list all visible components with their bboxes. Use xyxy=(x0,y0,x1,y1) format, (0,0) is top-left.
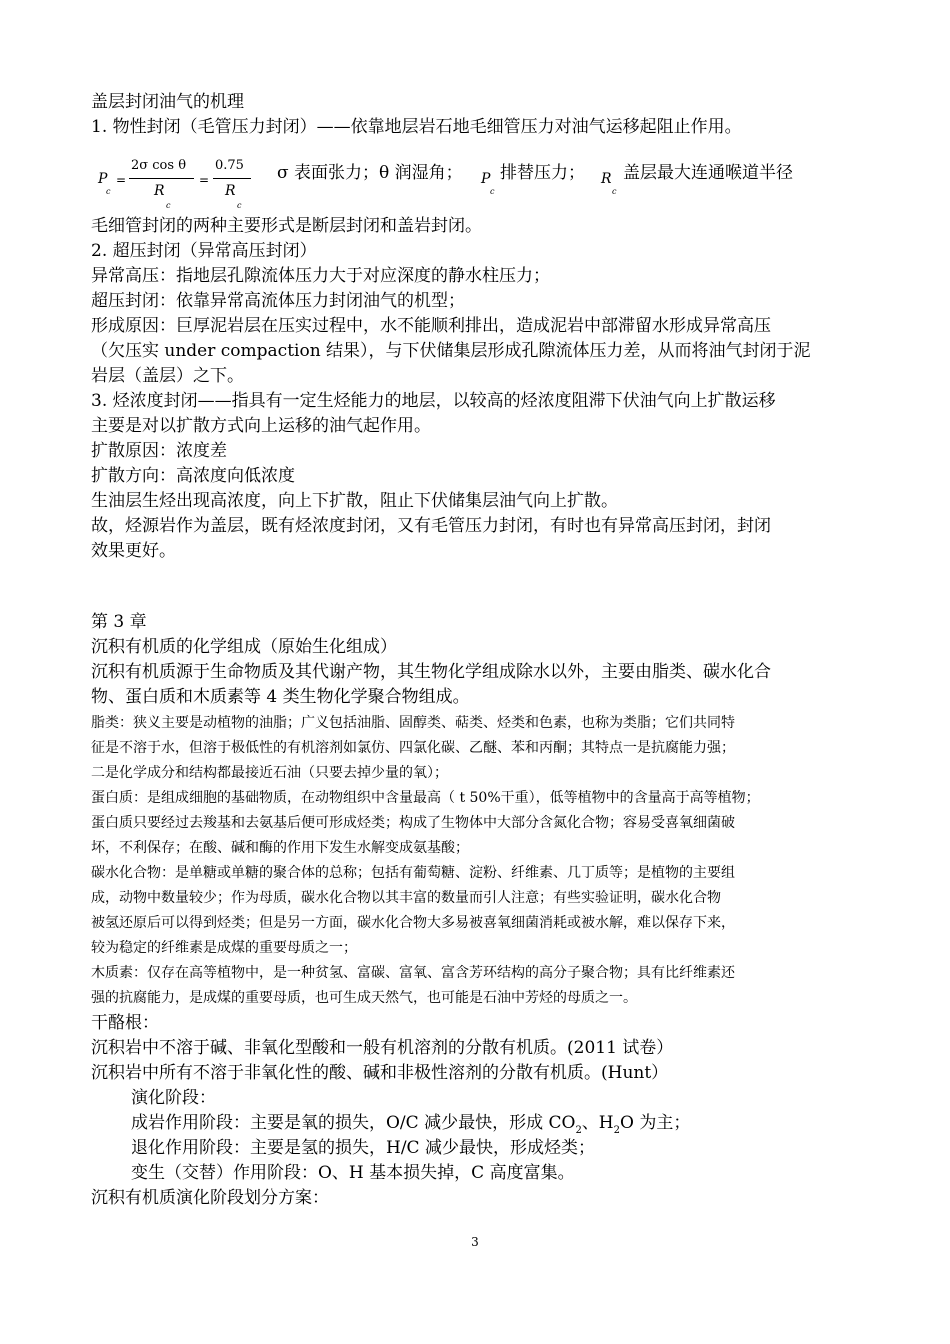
page-number: 3 xyxy=(471,1235,479,1249)
small-text-line: 强的抗腐能力，是成煤的重要母质，也可生成天然气，也可能是石油中芳烃的母质之一。 xyxy=(91,990,637,1006)
formula-sigma-theta-text: σ 表面张力；θ 润湿角； xyxy=(277,163,463,183)
small-text-line: 被氢还原后可以得到烃类；但是另一方面，碳水化合物大多易被喜氧细菌消耗或被水解，难以保存下来， xyxy=(91,915,735,931)
text-line: 变生（交替）作用阶段：O、H 基本损失掉，C 高度富集。 xyxy=(131,1163,575,1183)
text-line: 主要是对以扩散方式向上运移的油气起作用。 xyxy=(91,416,431,436)
formula-sub-c: c xyxy=(166,201,171,210)
text-line: 异常高压：指地层孔隙流体压力大于对应深度的静水柱压力； xyxy=(91,266,550,286)
formula-numerator-1: 2σ cos θ xyxy=(131,158,187,173)
small-text-line: 木质素：仅存在高等植物中，是一种贫氢、富碳、富氧、富含芳环结构的高分子聚合物；具有比纤维素还 xyxy=(91,965,735,981)
text-line: （欠压实 under compaction 结果），与下伏储集层形成孔隙流体压力差，从而将油气封闭于泥 xyxy=(91,341,811,361)
formula-denominator-1: R xyxy=(154,183,165,199)
small-text-line: 成，动物中数量较少；作为母质，碳水化合物以其丰富的数量而引人注意；有些实验证明，碳水化合物 xyxy=(91,890,721,906)
formula-sub-c: c xyxy=(106,187,111,196)
text-line: 1. 物性封闭（毛管压力封闭）——依靠地层岩石地毛细管压力对油气运移起阻止作用。 xyxy=(91,117,742,137)
small-text-line: 较为稳定的纤维素是成煤的重要母质之一； xyxy=(91,940,357,956)
formula-sub-c: c xyxy=(237,201,242,210)
text-line: 故，烃源岩作为盖层，既有烃浓度封闭，又有毛管压力封闭，有时也有异常高压封闭，封闭 xyxy=(91,516,771,536)
text-line: 沉积有机质源于生命物质及其代谢产物，其生物化学组成除水以外，主要由脂类、碳水化合 xyxy=(91,662,771,682)
small-text-line: 脂类：狭义主要是动植物的油脂；广义包括油脂、固醇类、萜类、烃类和色素，也称为类脂；它们共同特 xyxy=(91,715,735,731)
text-line: 物、蛋白质和木质素等 4 类生物化学聚合物组成。 xyxy=(91,687,470,707)
formula-denominator-2: R xyxy=(225,183,236,199)
subscript: 2 xyxy=(575,1125,582,1136)
section-heading: 盖层封闭油气的机理 xyxy=(91,92,244,112)
text-line: 退化作用阶段：主要是氢的损失，H/C 减少最快，形成烃类； xyxy=(131,1138,595,1158)
small-text-line: 碳水化合物：是单糖或单糖的聚合体的总称；包括有葡萄糖、淀粉、纤维素、几丁质等；是植物的主要组 xyxy=(91,865,735,881)
text-line: 沉积岩中所有不溶于非氧化性的酸、碱和非极性溶剂的分散有机质。(Hunt） xyxy=(91,1063,669,1083)
text-segment: O 为主； xyxy=(620,1113,691,1133)
formula-pc-text: 排替压力； xyxy=(500,163,585,183)
text-segment: 成岩作用阶段：主要是氧的损失，O/C 减少最快，形成 CO xyxy=(131,1113,576,1133)
text-line: 岩层（盖层）之下。 xyxy=(91,366,244,386)
formula-pc-symbol: P xyxy=(481,171,491,187)
text-segment: 、H xyxy=(581,1113,614,1133)
text-line: 超压封闭：依靠异常高流体压力封闭油气的机型； xyxy=(91,291,465,311)
chapter-heading: 第 3 章 xyxy=(91,612,147,632)
fraction-bar xyxy=(213,178,251,179)
text-line: 扩散原因：浓度差 xyxy=(91,441,227,461)
text-line: 形成原因：巨厚泥岩层在压实过程中，水不能顺利排出，造成泥岩中部滞留水形成异常高压 xyxy=(91,316,771,336)
small-text-line: 坏，不利保存；在酸、碱和酶的作用下发生水解变成氨基酸； xyxy=(91,840,469,856)
formula-rc-symbol: R xyxy=(601,171,612,187)
text-line: 生油层生烃出现高浓度，向上下扩散，阻止下伏储集层油气向上扩散。 xyxy=(91,491,618,511)
small-text-line: 征是不溶于水，但溶于极低性的有机溶剂如氯仿、四氯化碳、乙醚、苯和丙酮；其特点一是抗腐能力强； xyxy=(91,740,735,756)
formula-numerator-2: 0.75 xyxy=(215,158,244,173)
section-heading: 沉积有机质的化学组成（原始生化组成） xyxy=(91,637,397,657)
text-line: 演化阶段： xyxy=(131,1088,216,1108)
text-line: 沉积岩中不溶于碱、非氧化型酸和一般有机溶剂的分散有机质。(2011 试卷） xyxy=(91,1038,674,1058)
small-text-line: 蛋白质：是组成细胞的基础物质，在动物组织中含量最高（ t 50%干重），低等植物中的含量高于高等植物； xyxy=(91,790,760,806)
fraction-bar xyxy=(129,178,194,179)
small-text-line: 蛋白质只要经过去羧基和去氨基后便可形成烃类；构成了生物体中大部分含氮化合物；容易受喜氧细菌破 xyxy=(91,815,735,831)
text-line: 扩散方向：高浓度向低浓度 xyxy=(91,466,295,486)
text-line: 沉积有机质演化阶段划分方案： xyxy=(91,1188,329,1208)
capillary-pressure-formula xyxy=(91,152,891,214)
text-line: 效果更好。 xyxy=(91,541,176,561)
formula-equals: = xyxy=(116,173,127,187)
text-line: 3. 烃浓度封闭——指具有一定生烃能力的地层，以较高的烃浓度阻滞下伏油气向上扩散运移 xyxy=(91,391,776,411)
formula-p: P xyxy=(98,171,108,187)
subscript: 2 xyxy=(613,1125,621,1136)
text-line xyxy=(131,1115,690,1136)
formula-sub-c: c xyxy=(612,187,617,196)
text-line: 毛细管封闭的两种主要形式是断层封闭和盖岩封闭。 xyxy=(91,216,482,236)
formula-rc-text: 盖层最大连通喉道半径 xyxy=(623,163,793,183)
formula-sub-c: c xyxy=(490,187,495,196)
small-text-line: 二是化学成分和结构都最接近石油（只要去掉少量的氧）； xyxy=(91,765,448,781)
text-line: 干酪根： xyxy=(91,1013,159,1033)
formula-equals: = xyxy=(199,173,210,187)
text-line: 2. 超压封闭（异常高压封闭） xyxy=(91,241,317,261)
